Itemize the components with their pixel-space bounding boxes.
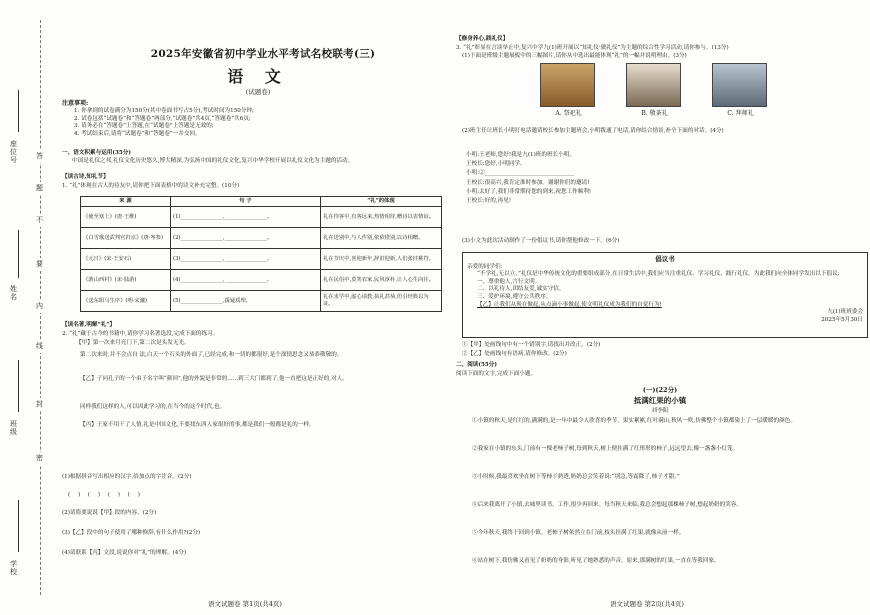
class-field[interactable] bbox=[18, 360, 19, 412]
school-field[interactable] bbox=[18, 500, 19, 552]
seal-char: 要 bbox=[36, 258, 43, 271]
section-2-intro: 阅读下面的文字,完成下面小题。 bbox=[456, 371, 537, 377]
passage-para: 【丙】王家不用干了人情,礼是中国文化,不要找东西人家很好的事,都是我们一般都是礼的一样。 bbox=[80, 422, 315, 428]
reading-para: ①小镇的秋天,是红红的,满满的,是一年中最令人欣喜的季节。果实累累,红叶满山,秋风一吹,仿佛整个小镇都染上了一层暖暖的颜色。 bbox=[472, 418, 796, 424]
seal-char: 线 bbox=[36, 340, 43, 353]
page-2 bbox=[450, 0, 870, 615]
table-cell: 《元日》(宋·王安石) bbox=[81, 249, 171, 270]
question-3: 3. “礼”彰显在言谈举止中,复兴中学九(1)班开展以“知礼仪·做礼仪”为主题的综合性学习活动,请你参与。(13分) bbox=[456, 45, 729, 51]
proposal-title: 倡议书 bbox=[655, 255, 675, 263]
answer-blank[interactable]: (4)________________,________________。 bbox=[171, 270, 321, 291]
table-cell: 礼在送别中,与人作别,依依惜别,以诗相赠。 bbox=[321, 228, 442, 249]
notice-item: 2. 试卷包括“试题卷”和“答题卷”两部分,“试题卷”共4页,“答题卷”共6页; bbox=[74, 115, 251, 122]
table-row bbox=[81, 249, 442, 270]
table-row bbox=[81, 207, 442, 228]
section-1-intro: 中国是礼仪之邦,礼仪文化历史悠久,博大精深,为弘扬中国的礼仪文化,复兴中华学校开展以礼仪文化为主题的活动。 bbox=[72, 158, 354, 164]
subject-title: 语 文 bbox=[227, 67, 289, 86]
name-label: 姓名 bbox=[9, 285, 18, 301]
reading-para: ⑤今年秋天,我终于回到小镇。老柿子树依然立在门前,枝头挂满了红果,就像从前一样。 bbox=[472, 530, 685, 536]
binding-strip bbox=[0, 0, 58, 615]
table-header: 来 源 bbox=[81, 197, 171, 207]
seal-char: 不 bbox=[36, 214, 43, 227]
dialogue-line: 王校长:很高兴,我肯定准时参加。谢谢你们的邀请! bbox=[466, 180, 590, 186]
name-field[interactable] bbox=[18, 230, 19, 278]
reading-para: ③小时候,我最喜欢坐在树下等柿子熟透,奶奶总会笑着说:“别急,等霜降了,柿子才甜。” bbox=[472, 474, 680, 480]
part-2-heading: 【读名著,明解“礼”】 bbox=[62, 322, 116, 328]
passage-para: 【乙】子问孔子的一个弟子名字叫“颜回”,他的外貌是非常的......到三大门都到了,他一直把这是正好的,对人。 bbox=[80, 376, 348, 382]
section-2-heading: 二、阅读(55分) bbox=[456, 362, 498, 368]
section-1-heading: 一、语文积累与运用(35分) bbox=[62, 150, 132, 156]
page-footer: 语文试题卷 第2页(共4页) bbox=[610, 600, 684, 608]
class-label: 班级 bbox=[9, 420, 18, 436]
subquestion: (2)请简要说说【甲】段的内容。(2分) bbox=[62, 510, 157, 516]
seat-label: 座位号 bbox=[9, 140, 18, 164]
picture-caption: C. 拜师礼 bbox=[727, 110, 754, 117]
ritual-picture[interactable] bbox=[540, 63, 595, 117]
subquestion: (1)根据拼音写出相应的汉字,给加点的字注音。(2分) bbox=[62, 474, 192, 480]
question-3-1: (1)下面是班级主题展板中的三幅图片,请你从中选出最能体现“礼”的一幅并说明理由。(3分) bbox=[462, 53, 687, 59]
proposal-sign: 九(1)班班委会 bbox=[827, 309, 863, 316]
question-3-3: (3)小文为此次活动制作了一份倡议书,请你帮他修改一下。(6分) bbox=[462, 238, 620, 244]
volume-label: (试题卷) bbox=[245, 88, 271, 96]
picture-caption: A. 祭祀礼 bbox=[555, 110, 582, 117]
dialogue-answer[interactable]: 小明:②________________________________ bbox=[466, 170, 575, 176]
dialogue-line: 王校长:好的,再见! bbox=[466, 198, 512, 204]
picture-options bbox=[540, 63, 790, 125]
answer-blank[interactable]: (5)________________,援疑质理。 bbox=[171, 291, 321, 312]
question-1: 1. “礼”体现在古人的待友中,请你把下面表格中的诗文补充完整。(10分) bbox=[62, 183, 240, 189]
notice-item: 3. 请务必在“答题卷”上答题,在“试题卷”上答题是无效的; bbox=[74, 123, 214, 130]
part-3-heading: 【修身养心,践礼仪】 bbox=[456, 36, 509, 42]
seal-char: 内 bbox=[36, 300, 43, 313]
table-row bbox=[81, 291, 442, 312]
table-cell: 礼在待客中,有客远来,热情相待,赠诗以表情谊。 bbox=[321, 207, 442, 228]
proposal-line: 【乙】让我们从现在做起,从点滴小事做起,使文明礼仪成为我们的自觉行为! bbox=[477, 301, 662, 308]
pinyin-blanks[interactable] bbox=[62, 492, 446, 500]
reading-para: ⑥站在树下,我仿佛又看见了奶奶的身影,听见了她熟悉的声音。原来,那满树的红果,一直在等我回家。 bbox=[472, 558, 720, 564]
table-cell: 《游山西村》(宋·陆游) bbox=[81, 270, 171, 291]
reading-author: 刘李阳 bbox=[651, 408, 669, 414]
answer-blank[interactable]: (2)________________,________________。 bbox=[171, 228, 321, 249]
exam-title: 2025年安徽省初中学业水平考试名校联考(三) bbox=[150, 48, 376, 60]
seal-char: 题 bbox=[36, 182, 43, 195]
question-2-sub: 【甲】第一次来月亮门下,第二次是头发无光。 bbox=[76, 340, 190, 346]
proposal-line: “不学礼,无以立。”礼仪是中华传统文化的重要组成部分,在日常生活中,我们应当注重礼仪、学习礼仪、践行礼仪。为此我们向全体同学发出以下倡议: bbox=[477, 271, 840, 278]
seal-char: 封 bbox=[36, 398, 43, 411]
tea-picture[interactable] bbox=[626, 63, 681, 117]
proposal-line: 亲爱的同学们: bbox=[467, 263, 503, 270]
answer-blank[interactable]: (1)________________,________________。 bbox=[171, 207, 321, 228]
proposal-box bbox=[462, 252, 868, 338]
table-cell: 《使至塞上》(唐·王维) bbox=[81, 207, 171, 228]
proposal-line: 一、尊重他人,言行文明。 bbox=[477, 278, 541, 285]
proposal-line: 三、爱护环境,遵守公共秩序。 bbox=[477, 293, 552, 300]
notice-item: 1. 你拿到的试卷满分为150分(其中卷面书写占5分),考试时间为150分钟; bbox=[74, 108, 254, 115]
school-label: 学校 bbox=[9, 560, 18, 576]
passage-para: 第二次来时,并不会点自 法,白天一个石头的外面了,已经完成,和一切的都很好,是个深情思念又恭恭敬敬的。 bbox=[80, 352, 343, 358]
table-header: 句 子 bbox=[171, 197, 321, 207]
table-header: “礼”的体现 bbox=[321, 197, 442, 207]
notice-block bbox=[62, 100, 442, 138]
reading-para: ②我家在小镇的东头,门前有一棵老柿子树,每到秋天,树上便挂满了红彤彤的柿子,远远望去,像一盏盏小灯笼。 bbox=[472, 446, 739, 452]
reading-title: 抵满红果的小镇 bbox=[633, 396, 687, 405]
dialogue-line: 小明:王老师,您好!我是九(1)班的班长小明。 bbox=[466, 152, 575, 158]
apprentice-picture[interactable] bbox=[712, 63, 767, 117]
table-cell: 礼在求学中,虚心请教,执礼甚恭,但引经典以为证。 bbox=[321, 291, 442, 312]
table-row bbox=[81, 270, 442, 291]
table-row bbox=[81, 228, 442, 249]
reading-number: (一)(22分) bbox=[642, 386, 678, 394]
table-cell: 礼在节庆中,喜迎新年,辞旧迎新,人们张挂桃符。 bbox=[321, 249, 442, 270]
poem-table bbox=[80, 196, 442, 312]
table-cell: 礼在民俗中,莫笑农家,民风淳朴,让人心生向往。 bbox=[321, 270, 442, 291]
proposal-line: 二、以礼待人,团结友爱,诚实守信。 bbox=[477, 286, 565, 293]
seal-char: 密 bbox=[36, 452, 43, 465]
reading-para: ④后来我离开了小镇,去城里读书、工作,很少再回来。每当秋天来临,我总会想起那棵柿子树,想起奶奶的笑容。 bbox=[472, 502, 743, 508]
proposal-date: 2025年5月30日 bbox=[821, 316, 863, 323]
seat-field[interactable] bbox=[18, 90, 19, 132]
notice-item: 4. 考试结束后,请将“试题卷”和“答题卷”一并交回。 bbox=[74, 130, 201, 137]
passage-para: 同样我们这样的人,可以因此学习的,在当今的这个时代,也。 bbox=[80, 404, 226, 410]
subquestion: ②【乙】处画线句有语病,请你修改。(2分) bbox=[462, 351, 567, 357]
table-cell: 《白雪歌送武判官归京》(唐·岑参) bbox=[81, 228, 171, 249]
question-3-2: (2)班主任让班长小明打电话邀请校长参加主题班会,小明拨通了电话,请你结合情景,补全下面的对话。(4分) bbox=[462, 128, 724, 134]
dialogue-line: 小明:太好了,我们非常期待您的到来,祝您工作顺利! bbox=[466, 189, 592, 195]
blank[interactable]: ( ) ( ) ( ) ( ) bbox=[68, 492, 143, 498]
subquestion: (4)请联系【丙】文段,说说你对“礼”的理解。(4分) bbox=[62, 550, 187, 556]
seal-char: 答 bbox=[36, 150, 43, 163]
picture-caption: B. 敬茶礼 bbox=[641, 110, 668, 117]
answer-blank[interactable]: (3)________________,________________。 bbox=[171, 249, 321, 270]
page-1 bbox=[58, 0, 450, 615]
table-cell: 《送东阳马生序》(明·宋濂) bbox=[81, 291, 171, 312]
page-footer: 语文试题卷 第1页(共4页) bbox=[208, 600, 282, 608]
subquestion: ①【甲】处画线句中有一个错别字,请找出并改正。(2分) bbox=[462, 342, 601, 348]
part-1-heading: 【读古诗,知礼节】 bbox=[62, 174, 109, 180]
dialogue-line: 王校长:您好,小明同学。 bbox=[466, 161, 526, 167]
subquestion: (3)【乙】段中的句子使用了哪种修辞,有什么作用?(2分) bbox=[62, 530, 201, 536]
question-2: 2. “礼”藏于古今的书籍中,请你学习名著选段,完成下面的练习。 bbox=[62, 331, 219, 337]
table-header-row bbox=[81, 197, 442, 207]
notice-heading: 注意事项: bbox=[62, 100, 89, 107]
